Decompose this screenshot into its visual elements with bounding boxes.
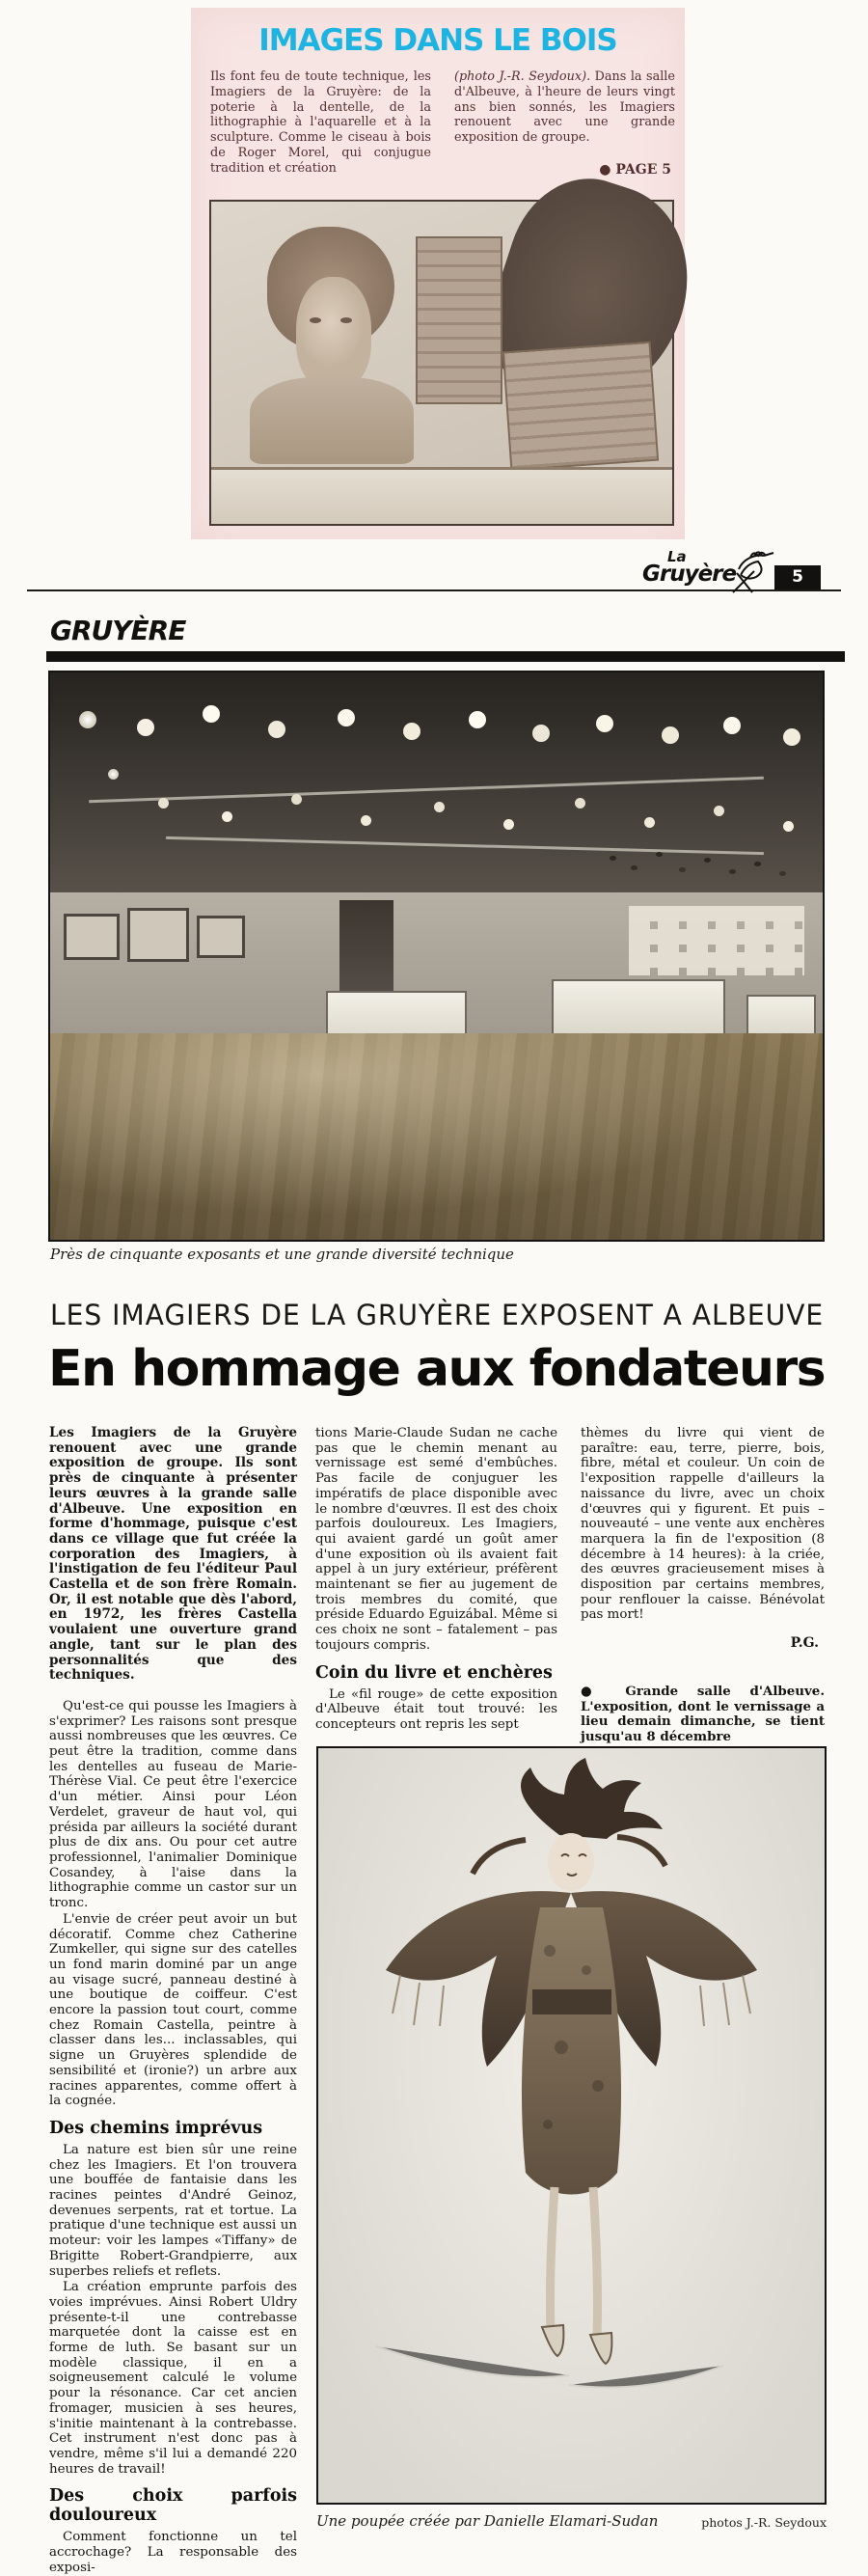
sculpture-bust [250, 377, 414, 464]
page-number-badge: 5 [774, 565, 821, 589]
teaser-box [191, 8, 685, 539]
paragraph: La nature est bien sûr une reine chez les Imagiers. Et l'on trouvera une bouffée de fantaisie dans les racines peintes d'André Geinoz, devenues serpents, rat et tortue. La pratique d'une technique est aussi un moteur: voir les lampes «Tiffany» de Brigitte Robert-Grandpierre, aux superbes reliefs et reflets. [49, 2142, 297, 2279]
teaser-text [210, 69, 675, 177]
crane-icon [725, 546, 775, 594]
teaser-column-right-text: Dans la salle d'Albeuve, à l'heure de leurs vingt ans bien sonnés, les Imagiers renouent avec une grande exposition de groupe. [454, 69, 675, 146]
wood-sculpture-photo [209, 200, 674, 526]
paragraph: thèmes du livre qui vient de paraître: eau, terre, pierre, bois, fibre, métal et couleur. Un coin de l'exposition rappelle d'ailleurs la naissance du livre, avec un choix d'œuvres qui y figurent. Et puis – nouveauté – une vente aux enchères marquera la fin de l'exposition (8 décembre à 14 heures): à la criée, des œuvres gracieusement mises à disposition par certains membres, pour renflouer la caisse. Bénévolat pas mort! [581, 1426, 825, 1623]
paragraph: Qu'est-ce qui pousse les Imagiers à s'exprimer? Les raisons sont presque aussi nombreuses que les œuvres. Ce peut être la tradition, comme dans les dentelles au fuseau de Marie-Thérèse Vial. Ce peut être l'exercice d'un métier. Ainsi pour Léon Verdelet, graveur de haut vol, qui présida par ailleurs la société durant plus de dix ans. Ou pour cet autre professionnel, l'animalier Dominique Cosandey, à l'aise dans la lithographie comme un castor sur un tronc. [49, 1698, 297, 1911]
teaser-column-right [454, 69, 675, 177]
hanging-mobiles [610, 856, 616, 861]
paragraph: La création emprunte parfois des voies imprévues. Ainsi Robert Uldry présente-t-il une contrebasse marquetée dont la caisse est en forme de luth. Se basant sur un modèle classique, il en a soigneusement calculé le volume pour la résonance. Car cet ancien fromager, musicien à ses heures, s'initie maintenant à la contrebasse. Cet instrument n'est donc pas à vendre, même s'il lui a demandé 220 heures de travail! [49, 2280, 297, 2477]
floor-lighting [50, 1033, 823, 1240]
ceiling-lamps [79, 711, 96, 728]
wall-painting [64, 914, 120, 960]
article-column-1 [49, 1425, 297, 2575]
subhead-coin-du-livre: Coin du livre et enchères [315, 1662, 553, 1683]
gallery-ceiling [50, 672, 823, 892]
doll-photo [316, 1746, 827, 2505]
subhead-chemins-imprevus: Des chemins imprévus [49, 2118, 263, 2138]
carved-panel [502, 342, 659, 471]
teaser-photo-credit: (photo J.-R. Seydoux). [454, 69, 591, 84]
wall-painting [127, 908, 189, 962]
page-reference: ● PAGE 5 [599, 162, 671, 178]
la-gruyere-logo [640, 550, 766, 590]
sculpture-eye [310, 317, 321, 323]
teaser-column-left: Ils font feu de toute technique, les Imagiers de la Gruyère: de la poterie à la dentelle, de la lithographie à l'aquarelle et à la sculpture. Comme le ciseau à bois de Roger Morel, qui conjugue tradition et création [210, 69, 431, 176]
lead-paragraph: Les Imagiers de la Gruyère renouent avec une grande exposition de groupe. Ils sont près de cinquante à présenter leurs œuvres à la grande salle d'Albeuve. Une exposition en forme d'hommage, puisque c'est dans ce village que fut créée la corporation des Imagiers, à l'instigation de feu l'éditeur Paul Castella et de son frère Romain. Or, il est notable que dès l'abord, en 1972, les frères Castella voulaient une ouverture grand angle, tant sur le plan des personnalités que des techniques. [49, 1425, 297, 1684]
puppet-illustration [318, 1748, 825, 2503]
carved-panel [416, 236, 502, 404]
paragraph: Comment fonctionne un tel accrochage? La responsable des exposi- [49, 2530, 297, 2575]
exhibition-hall-photo [48, 671, 825, 1242]
subhead-choix-douloureux: Des choix parfois douloureux [49, 2486, 297, 2526]
event-info-note: ● Grande salle d'Albeuve. L'exposition, dont le vernissage a lieu demain dimanche, se tient jusqu'au 8 décembre [581, 1683, 825, 1744]
sculpture-face [296, 277, 371, 391]
doll-photo-caption: Une poupée créée par Danielle Elamari-Sudan [316, 2512, 659, 2530]
small-pictures-grid [629, 906, 804, 975]
ceiling-lamps [108, 769, 119, 780]
logo-line-2: Gruyère [642, 562, 737, 587]
author-initials: P.G. [790, 1635, 819, 1652]
paragraph: tions Marie-Claude Sudan ne cache pas que le chemin menant au vernissage est semé d'embûches. Pas facile de conjuguer les impératifs de place disponible avec le nombre d'œuvres. Il est des choix parfois douloureux. Les Imagiers, qui avaient gardé un goût amer d'une exposition où ils avaient fait appel à un jury extérieur, préfèrent maintenant se fier au jugement de trois membres du comité, que préside Eduardo Eguizábal. Même si ces choix ne sont – fatalement – pas toujours compris. [315, 1426, 557, 1653]
logo-line-1: La [667, 548, 687, 565]
headline-main: En hommage aux fondateurs [48, 1340, 826, 1398]
paragraph: L'envie de créer peut avoir un but décoratif. Comme chez Catherine Zumkeller, qui signe sur des catelles un fond marin dominé par un ange au visage sucré, panneau destiné à une boutique de coiffeur. C'est encore la passion tout court, comme chez Romain Castella, peintre à classer dans les... inclassables, qui signe un Gruyères splendide de sensibilité et (ironie?) un arbre aux racines apparentes, comme offert à la cognée. [49, 1911, 297, 2109]
article-column-3 [581, 1426, 825, 1744]
section-header: GRUYÈRE [50, 615, 186, 646]
display-shelf [211, 467, 672, 524]
wall-painting [197, 916, 245, 958]
exhibition-photo-caption: Près de cinquante exposants et une grande diversité technique [50, 1246, 514, 1263]
photo-credit: photos J.-R. Seydoux [701, 2515, 827, 2530]
section-divider-bar [46, 651, 845, 662]
headline-kicker: LES IMAGIERS DE LA GRUYÈRE EXPOSENT A ALBEUVE [50, 1299, 825, 1331]
teaser-title: IMAGES DANS LE BOIS [258, 23, 617, 58]
paragraph: Le «fil rouge» de cette exposition d'Albeuve était tout trouvé: les concepteurs ont repris les sept [315, 1686, 557, 1732]
article-column-2 [315, 1426, 557, 1744]
sculpture-eye [340, 317, 352, 323]
